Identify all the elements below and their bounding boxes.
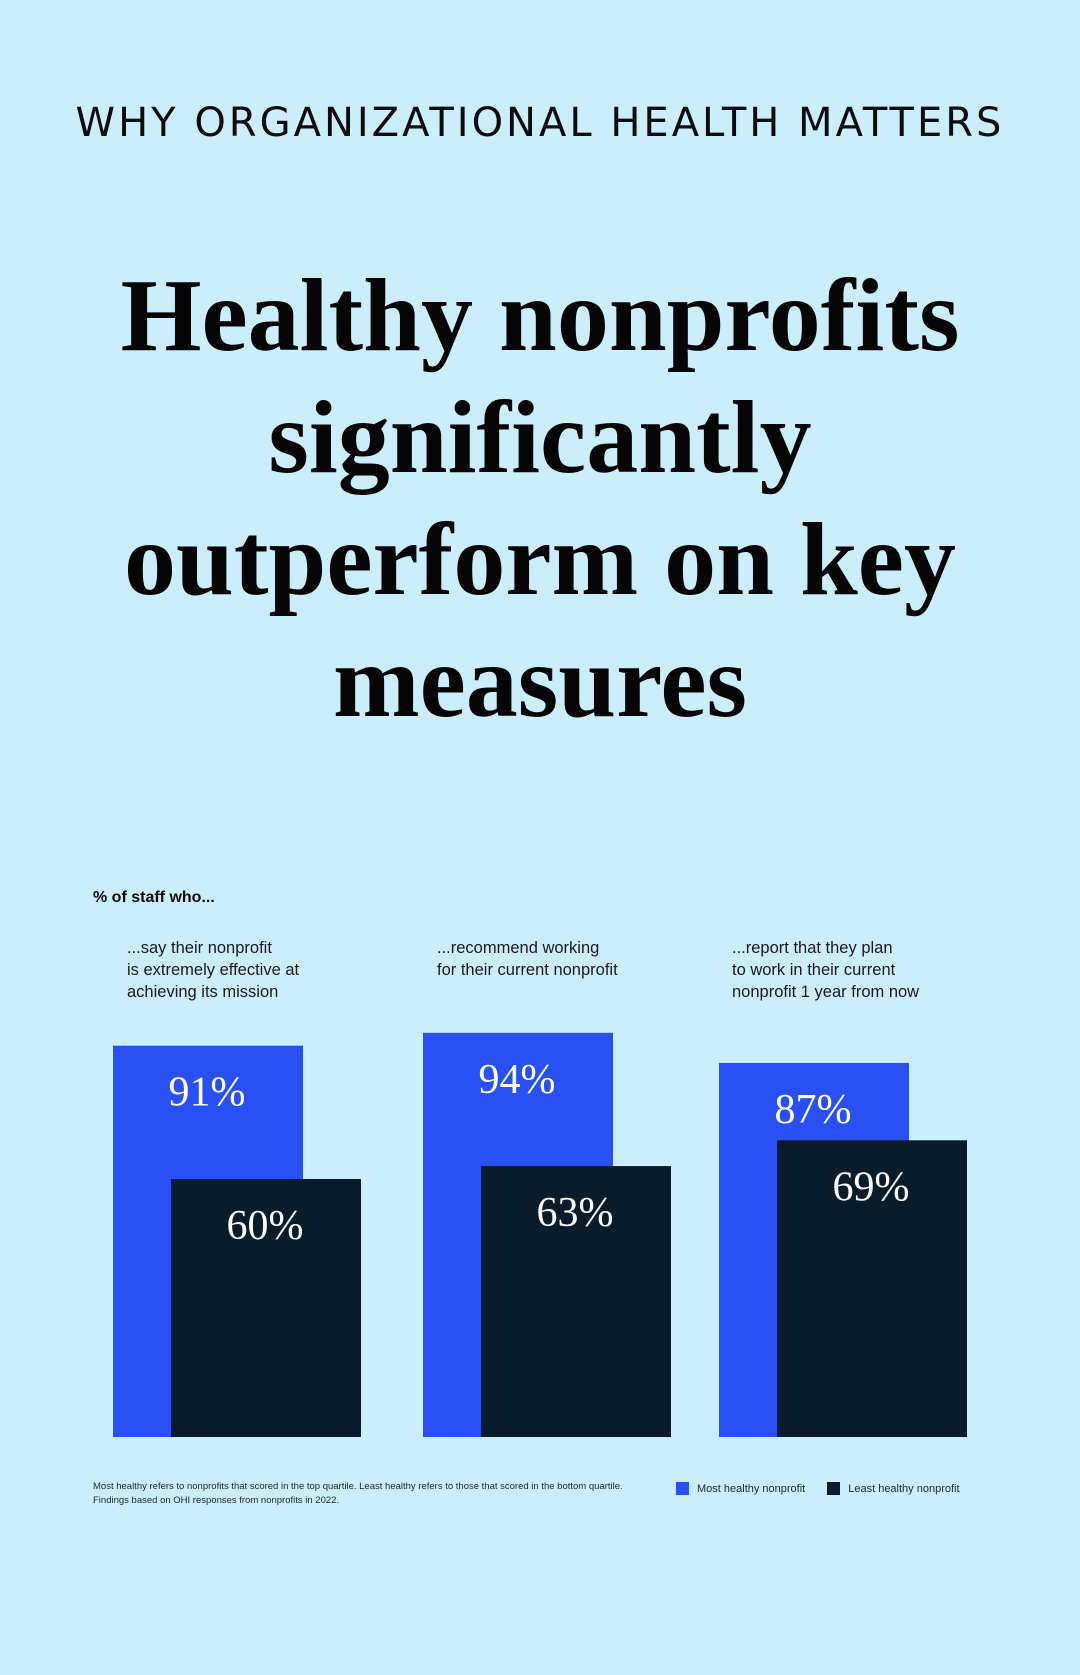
value-label-least-healthy-2: 63%: [536, 1190, 614, 1237]
category-label-1-line-3: achieving its mission: [127, 983, 279, 1001]
legend-swatch-least-healthy: [827, 1482, 840, 1495]
category-label-1-line-1: ...say their nonprofit: [127, 939, 272, 957]
legend-label-least-healthy: Least healthy nonprofit: [848, 1482, 960, 1495]
category-label-3-line-2: to work in their current: [732, 961, 896, 979]
category-label-3-line-1: ...report that they plan: [732, 939, 893, 957]
value-label-least-healthy-1: 60%: [226, 1203, 304, 1249]
footnote: [93, 1480, 673, 1508]
footnote-line-1: Most healthy refers to nonprofits that scored in the top quartile. Least healthy refers to those that scored in the bottom quartile.: [93, 1481, 623, 1492]
value-label-most-healthy-3: 87%: [774, 1086, 852, 1133]
category-label-2-line-2: for their current nonprofit: [437, 961, 618, 979]
legend-swatch-most-healthy: [676, 1482, 689, 1495]
eyebrow-title: WHY ORGANIZATIONAL HEALTH MATTERS: [75, 100, 1005, 146]
footnote-line-2: Findings based on OHI responses from nonprofits in 2022.: [93, 1495, 340, 1506]
chart-title: % of staff who...: [93, 889, 215, 906]
category-label-1-line-2: is extremely effective at: [127, 961, 300, 979]
value-label-most-healthy-1: 91%: [168, 1069, 246, 1116]
legend-item-most-healthy: [676, 1482, 805, 1495]
legend: [676, 1482, 982, 1495]
value-label-most-healthy-2: 94%: [478, 1056, 556, 1103]
headline: Healthy nonprofits significantly outperform on key measures: [120, 258, 960, 739]
value-label-least-healthy-3: 69%: [832, 1164, 910, 1211]
legend-item-least-healthy: [827, 1482, 959, 1495]
category-label-2-line-1: ...recommend working: [437, 939, 600, 957]
category-label-3-line-3: nonprofit 1 year from now: [732, 983, 920, 1001]
legend-label-most-healthy: Most healthy nonprofit: [697, 1482, 806, 1495]
